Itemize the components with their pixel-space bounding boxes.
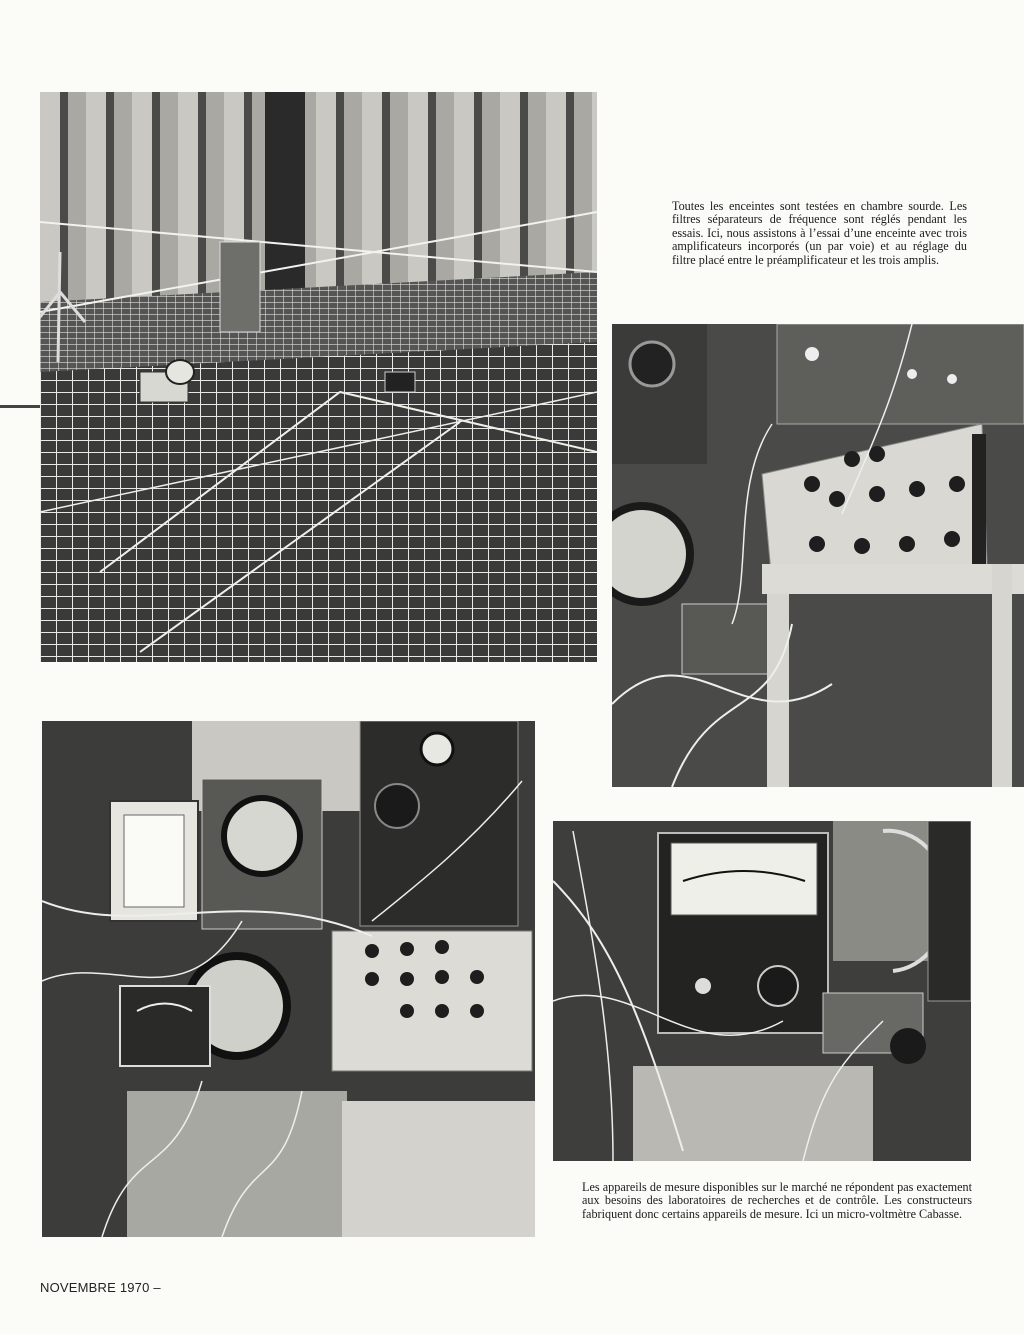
margin-rule (0, 405, 40, 408)
photo-test-bench (42, 721, 535, 1237)
photo-anechoic-chamber (40, 92, 597, 662)
photo-filter-adjustment (612, 324, 1024, 787)
caption-chambre-sourde: Toutes les enceintes sont testées en chambre sourde. Les filtres séparateurs de fréquence sont réglés pendant les essais. Ici, nous assistons à l’essai d’une enceinte avec trois amplificateurs incorporés (un par voie) et au réglage du filtre placé entre le préamplificateur et les trois amplis. (672, 199, 967, 267)
page-footer-issue: NOVEMBRE 1970 – (40, 1280, 161, 1295)
photo-micro-voltmeter (553, 821, 971, 1161)
caption-micro-voltmetre: Les appareils de mesure disponibles sur le marché ne répondent pas exactement aux besoins des laboratoires de recherches et de contrôle. Les constructeurs fabriquent donc certains appareils de mesure. Ici un micro-voltmètre Cabasse. (582, 1180, 972, 1221)
